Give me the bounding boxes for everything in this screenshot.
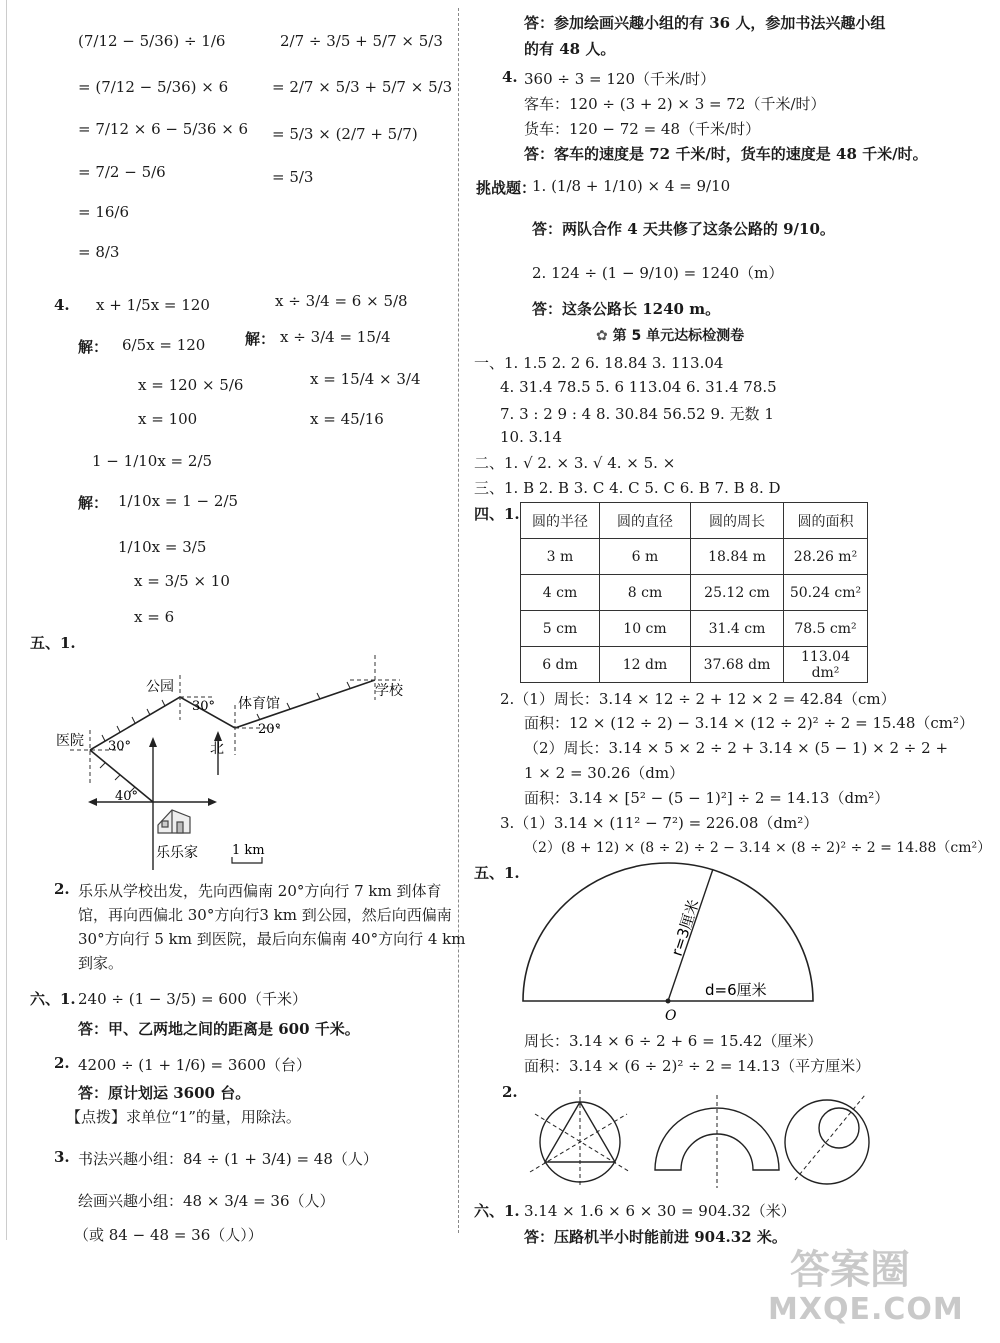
q2-text: 乐乐从学校出发，先向西偏南 20°方向行 7 km 到体育: [78, 882, 442, 900]
label-school: 学校: [375, 683, 403, 699]
eq3-line: x = 3/5 × 10: [134, 572, 230, 590]
table-cell: 78.5 cm²: [784, 611, 868, 647]
challenge-calc: 1. (1/8 + 1/10) × 4 = 9/10: [532, 177, 731, 195]
table-cell: 18.84 m: [691, 539, 784, 575]
calc-a-line: = 7/2 − 5/6: [78, 163, 166, 181]
eq1-line: 6/5x = 120: [122, 336, 206, 354]
question-number: 2.: [54, 880, 70, 898]
eq3-line: 1 − 1/10x = 2/5: [92, 452, 213, 470]
center-point: [666, 999, 671, 1004]
eq2-line: x ÷ 3/4 = 15/4: [280, 328, 391, 346]
s6-calc: 绘画兴趣小组：48 × 3/4 = 36（人）: [78, 1192, 335, 1210]
calc-b-line: = 5/3: [272, 168, 314, 186]
table-cell: 4 cm: [521, 575, 600, 611]
s6-calc: 书法兴趣小组：84 ÷ (1 + 3/4) = 48（人）: [78, 1150, 378, 1168]
s4-2-line: 1 × 2 = 30.26（dm）: [524, 764, 685, 782]
q2-text: 馆，再向西偏北 30°方向行3 km 到公园，然后向西偏南: [78, 906, 452, 924]
table-cell: 37.68 dm: [691, 647, 784, 683]
s6-calc: 240 ÷ (1 − 3/5) = 600（千米）: [78, 990, 307, 1008]
q4-line: 360 ÷ 3 = 120（千米/时）: [524, 70, 716, 88]
table-cell: 12 dm: [600, 647, 691, 683]
solve-label: 解：: [245, 330, 276, 348]
q2-text: 到家。: [78, 954, 124, 972]
table-cell: 31.4 cm: [691, 611, 784, 647]
table-header-cell: 圆的面积: [784, 503, 868, 539]
section-label: 六、1.: [30, 990, 76, 1008]
challenge-calc: 2. 124 ÷ (1 − 9/10) = 1240（m）: [532, 264, 784, 282]
circle-table: [520, 502, 868, 683]
label-park: 公园: [146, 679, 174, 695]
s1-line: 7. 3 : 2 9 : 4 8. 30.84 56.52 9. 无数 1: [500, 405, 774, 423]
eq1-line: x + 1/5x = 120: [96, 296, 210, 314]
s6-calc: （或 84 − 48 = 36（人））: [74, 1226, 263, 1244]
watermark-logo: 答案圈: [790, 1247, 910, 1293]
table-row: [521, 611, 868, 647]
q4-answer: 答：客车的速度是 72 千米/时，货车的速度是 48 千米/时。: [524, 145, 928, 163]
label-diameter: d=6厘米: [705, 981, 767, 999]
table-cell: 8 cm: [600, 575, 691, 611]
s6-tip: 【点拨】求单位“1”的量，用除法。: [66, 1108, 301, 1126]
label-angle: 40°: [115, 789, 139, 804]
eq1-line: x = 100: [138, 410, 198, 428]
table-cell: 10 cm: [600, 611, 691, 647]
answer-line: 答：参加绘画兴趣小组的有 36 人，参加书法兴趣小组: [524, 14, 886, 32]
s4-2-line: 面积：12 × (12 ÷ 2) − 3.14 × (12 ÷ 2)² ÷ 2 = 15.48（cm²）: [524, 714, 975, 732]
label-angle: 30°: [108, 739, 132, 754]
calc-b-line: = 5/3 × (2/7 + 5/7): [272, 125, 418, 143]
s4-3-line: （2）(8 + 12) × (8 ÷ 2) ÷ 2 − 3.14 × (8 ÷ 2)² ÷ 2 = 14.88（cm²）: [524, 840, 992, 856]
calc-a-line: (7/12 − 5/36) ÷ 1/6: [78, 32, 226, 50]
challenge-answer: 答：这条公路长 1240 m。: [532, 300, 721, 318]
s1-line: 10. 3.14: [500, 428, 563, 446]
calc-a-line: = 16/6: [78, 203, 130, 221]
table-cell: 3 m: [521, 539, 600, 575]
label-home: 乐乐家: [156, 845, 198, 861]
s3-line: 三、1. B 2. B 3. C 4. C 5. C 6. B 7. B 8. D: [474, 479, 781, 497]
table-cell: 6 m: [600, 539, 691, 575]
s2-line: 二、1. √ 2. × 3. √ 4. × 5. ×: [474, 454, 676, 472]
page-edge: [6, 0, 7, 1240]
q2-text: 30°方向行 5 km 到医院，最后向东偏南 40°方向行 4 km: [78, 930, 466, 948]
section-label: 五、1.: [474, 864, 520, 882]
paw-icon: ✿: [596, 328, 613, 344]
s5-line: 周长：3.14 × 6 ÷ 2 + 6 = 15.42（厘米）: [524, 1032, 823, 1050]
eq3-line: 1/10x = 1 − 2/5: [118, 492, 239, 510]
table-cell: 28.26 m²: [784, 539, 868, 575]
calc-b-line: 2/7 ÷ 3/5 + 5/7 × 5/3: [280, 32, 443, 50]
solve-label: 解：: [78, 338, 109, 356]
label-scale: 1 km: [232, 843, 265, 858]
table-header-cell: 圆的周长: [691, 503, 784, 539]
calc-a-line: = (7/12 − 5/36) × 6: [78, 78, 229, 96]
route-map: [50, 645, 450, 875]
calc-a-line: = 7/12 × 6 − 5/36 × 6: [78, 120, 249, 138]
question-number: 4.: [54, 296, 70, 314]
label-angle: 30°: [192, 699, 216, 714]
table-row: [521, 539, 868, 575]
s6-answer: 答：甲、乙两地之间的距离是 600 千米。: [78, 1020, 360, 1038]
answer-line: 的有 48 人。: [524, 40, 616, 58]
arch-shape: [655, 1095, 779, 1188]
q4-line: 货车：120 − 72 = 48（千米/时）: [524, 120, 761, 138]
question-number: 2.: [54, 1054, 70, 1072]
table-cell: 113.04 dm²: [784, 647, 868, 683]
eq2-line: x = 45/16: [310, 410, 384, 428]
calc-b-line: = 2/7 × 5/3 + 5/7 × 5/3: [272, 78, 453, 96]
label-radius: r=3厘米: [667, 897, 703, 959]
watermark-url: MXQE.COM: [768, 1292, 964, 1327]
eq3-line: 1/10x = 3/5: [118, 538, 207, 556]
column-divider: [458, 8, 460, 1233]
label-angle: 20°: [258, 722, 282, 737]
s6-calc: 3.14 × 1.6 × 6 × 30 = 904.32（米）: [524, 1202, 796, 1220]
table-header-cell: 圆的半径: [521, 503, 600, 539]
unit-title: ✿ 第 5 单元达标检测卷: [596, 328, 745, 344]
house-icon: [158, 810, 190, 833]
section-label: 五、1.: [30, 634, 76, 652]
s1-line: 一、1. 1.5 2. 2 6. 18.84 3. 113.04: [474, 354, 724, 372]
s4-2-line: （2）周长：3.14 × 5 × 2 ÷ 2 + 3.14 × (5 − 1) × 2 ÷ 2 +: [524, 739, 949, 757]
eq2-line: x = 15/4 × 3/4: [310, 370, 421, 388]
s1-line: 4. 31.4 78.5 5. 6 113.04 6. 31.4 78.5: [500, 378, 777, 396]
s6-answer: 答：压路机半小时能前进 904.32 米。: [524, 1228, 787, 1246]
question-number: 2.: [502, 1083, 518, 1101]
triangle-in-circle: [530, 1090, 630, 1188]
table-header-cell: 圆的直径: [600, 503, 691, 539]
s6-calc: 4200 ÷ (1 + 1/6) = 3600（台）: [78, 1056, 312, 1074]
s4-2-line: 面积：3.14 × [5² − (5 − 1)²] ÷ 2 = 14.13（dm²）: [524, 789, 890, 807]
eq3-line: x = 6: [134, 608, 175, 626]
q4-line: 客车：120 ÷ (3 + 2) × 3 = 72（千米/时）: [524, 95, 826, 113]
s6-answer: 答：原计划运 3600 台。: [78, 1084, 251, 1102]
table-cell: 5 cm: [521, 611, 600, 647]
label-gym: 体育馆: [238, 696, 280, 712]
table-cell: 50.24 cm²: [784, 575, 868, 611]
semicircle: [523, 863, 813, 1001]
semicircle-diagram: [515, 855, 825, 1025]
section-label: 四、1.: [474, 505, 520, 523]
table-cell: 25.12 cm: [691, 575, 784, 611]
s4-3-line: 3.（1）3.14 × (11² − 7²) = 226.08（dm²）: [500, 814, 819, 832]
solve-label: 解：: [78, 494, 109, 512]
circles-shape: [785, 1095, 869, 1184]
label-north: 北: [210, 741, 224, 757]
question-number: 3.: [54, 1148, 70, 1166]
table-row: [521, 575, 868, 611]
table-cell: 6 dm: [521, 647, 600, 683]
calc-a-line: = 8/3: [78, 243, 120, 261]
s4-2-line: 2.（1）周长：3.14 × 12 ÷ 2 + 12 × 2 = 42.84（cm）: [500, 690, 896, 708]
challenge-label: 挑战题：: [476, 179, 537, 197]
eq1-line: x = 120 × 5/6: [138, 376, 244, 394]
question-number: 4.: [502, 68, 518, 86]
challenge-answer: 答：两队合作 4 天共修了这条公路的 9/10。: [532, 220, 835, 238]
table-row: [521, 647, 868, 683]
symmetry-diagrams: [515, 1090, 885, 1190]
s5-line: 面积：3.14 × (6 ÷ 2)² ÷ 2 = 14.13（平方厘米）: [524, 1057, 871, 1075]
eq2-line: x ÷ 3/4 = 6 × 5/8: [275, 292, 408, 310]
label-center: O: [665, 1008, 677, 1024]
section-label: 六、1.: [474, 1202, 520, 1220]
table-header-row: [521, 503, 868, 539]
label-hospital: 医院: [56, 733, 84, 749]
route-path: [90, 680, 375, 750]
